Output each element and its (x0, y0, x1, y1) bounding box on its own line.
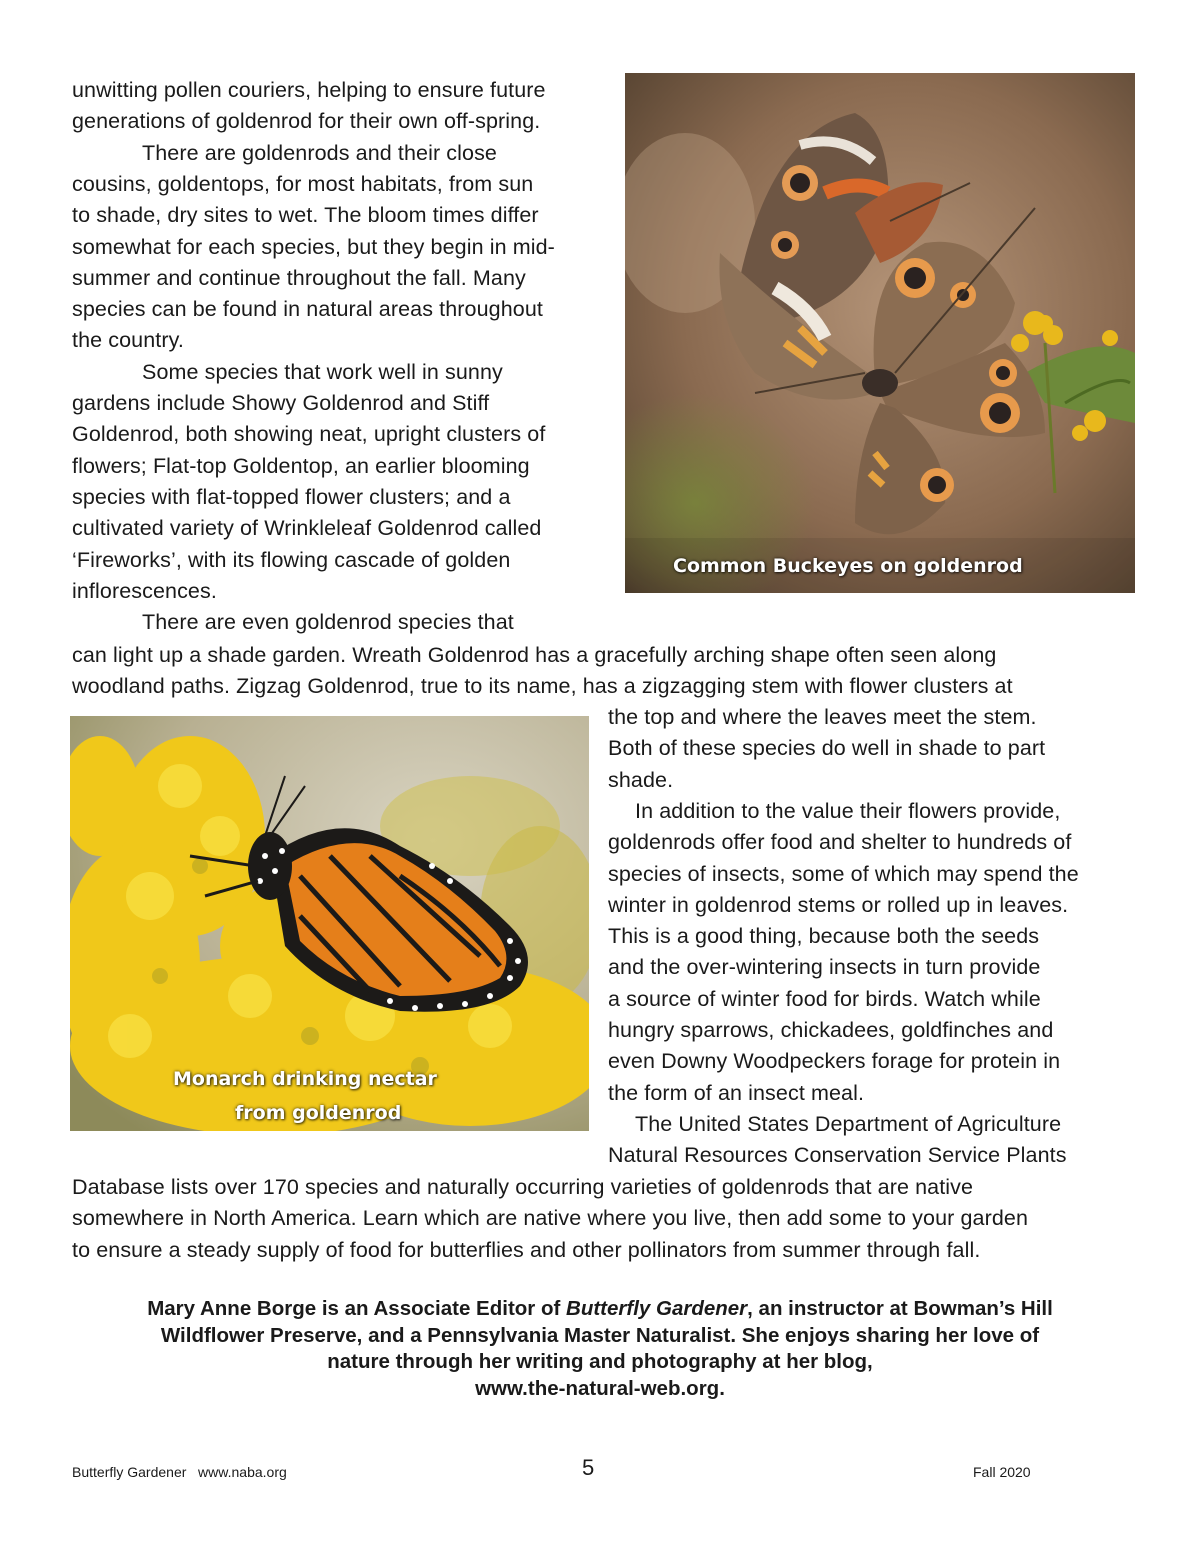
text-line: unwitting pollen couriers, helping to ensure future (72, 78, 546, 102)
text-line: the form of an insect meal. (608, 1080, 865, 1105)
buckeyes-photo (625, 73, 1135, 593)
text-line: cousins, goldentops, for most habitats, from sun (72, 171, 534, 196)
text-line: ‘Fireworks’, with its flowing cascade of golden (72, 547, 511, 572)
text-line: cultivated variety of Wrinkleleaf Goldenrod called (72, 516, 542, 541)
text-line: gardens include Showy Goldenrod and Stiff (72, 391, 490, 415)
bio-line-2: Wildflower Preserve, and a Pennsylvania Master Naturalist. She enjoys sharing her love of (160, 1323, 1040, 1347)
text-line: hungry sparrows, chickadees, goldfinches and (608, 1018, 1054, 1042)
text-line: summer and continue throughout the fall. Many (72, 265, 526, 290)
text-line: species can be found in natural areas throughout (72, 297, 543, 322)
text-line: can light up a shade garden. Wreath Goldenrod has a gracefully arching shape often seen along (72, 643, 997, 667)
text-line: There are even goldenrod species that (142, 610, 514, 635)
text-line: shade. (608, 767, 674, 792)
text-line: The United States Department of Agriculture (635, 1111, 1062, 1136)
text-line: winter in goldenrod stems or rolled up in leaves. (608, 892, 1069, 917)
text-line: species of insects, some of which may spend the (608, 861, 1079, 886)
footer-issue: Fall 2020 (973, 1464, 1031, 1480)
text-line: even Downy Woodpeckers forage for protein in (608, 1049, 1061, 1074)
text-line: flowers; Flat-top Goldentop, an earlier blooming (72, 453, 530, 478)
monarch-photo (70, 716, 589, 1131)
bio-line-1: Mary Anne Borge is an Associate Editor of Butterfly Gardener, an instructor at Bowman’s Hill (147, 1297, 1053, 1320)
text-line: There are goldenrods and their close (142, 140, 497, 165)
text-line: the country. (72, 328, 184, 353)
text-line: Some species that work well in sunny (142, 359, 503, 384)
text-line: Goldenrod, both showing neat, upright clusters of (72, 422, 546, 447)
text-line: and the over-wintering insects in turn provide (608, 955, 1041, 980)
monarch-caption-line2: from goldenrod (235, 1102, 402, 1124)
text-line: generations of goldenrod for their own off-spring. (72, 109, 541, 134)
text-line: species with flat-topped flower clusters; and a (72, 484, 511, 509)
text-line: to ensure a steady supply of food for butterflies and other pollinators from summer through fall. (72, 1237, 981, 1262)
text-line: goldenrods offer food and shelter to hundreds of (608, 830, 1072, 855)
monarch-caption-line1: Monarch drinking nectar (173, 1068, 437, 1090)
page-number: 5 (582, 1455, 595, 1480)
buckeyes-caption: Common Buckeyes on goldenrod (673, 555, 1023, 577)
bio-line-3: nature through her writing and photography at her blog, (327, 1350, 873, 1373)
text-line: Database lists over 170 species and naturally occurring varieties of goldenrods that are native (72, 1175, 974, 1199)
bio-website-link[interactable]: www.the-natural-web.org. (475, 1376, 725, 1400)
text-line: woodland paths. Zigzag Goldenrod, true to its name, has a zigzagging stem with flower clusters at (72, 674, 1013, 699)
text-line: the top and where the leaves meet the stem. (608, 705, 1037, 729)
author-bio (60, 1296, 1140, 1402)
text-line: Natural Resources Conservation Service Plants (608, 1143, 1067, 1168)
text-line: a source of winter food for birds. Watch while (608, 986, 1041, 1011)
text-line: inflorescences. (72, 578, 217, 603)
publication-title: Butterfly Gardener (566, 1297, 748, 1320)
text-line: In addition to the value their flowers provide, (635, 798, 1061, 823)
text-line: somewhat for each species, but they begin in mid- (72, 234, 555, 259)
text-line: somewhere in North America. Learn which are native where you live, then add some to your garden (72, 1206, 1029, 1231)
text-line: Both of these species do well in shade to part (608, 736, 1046, 761)
footer-publication: Butterfly Gardener www.naba.org (72, 1464, 287, 1480)
text-line: to shade, dry sites to wet. The bloom times differ (72, 203, 539, 228)
buckeyes-image (625, 73, 1135, 593)
text-line: This is a good thing, because both the seeds (608, 924, 1040, 949)
